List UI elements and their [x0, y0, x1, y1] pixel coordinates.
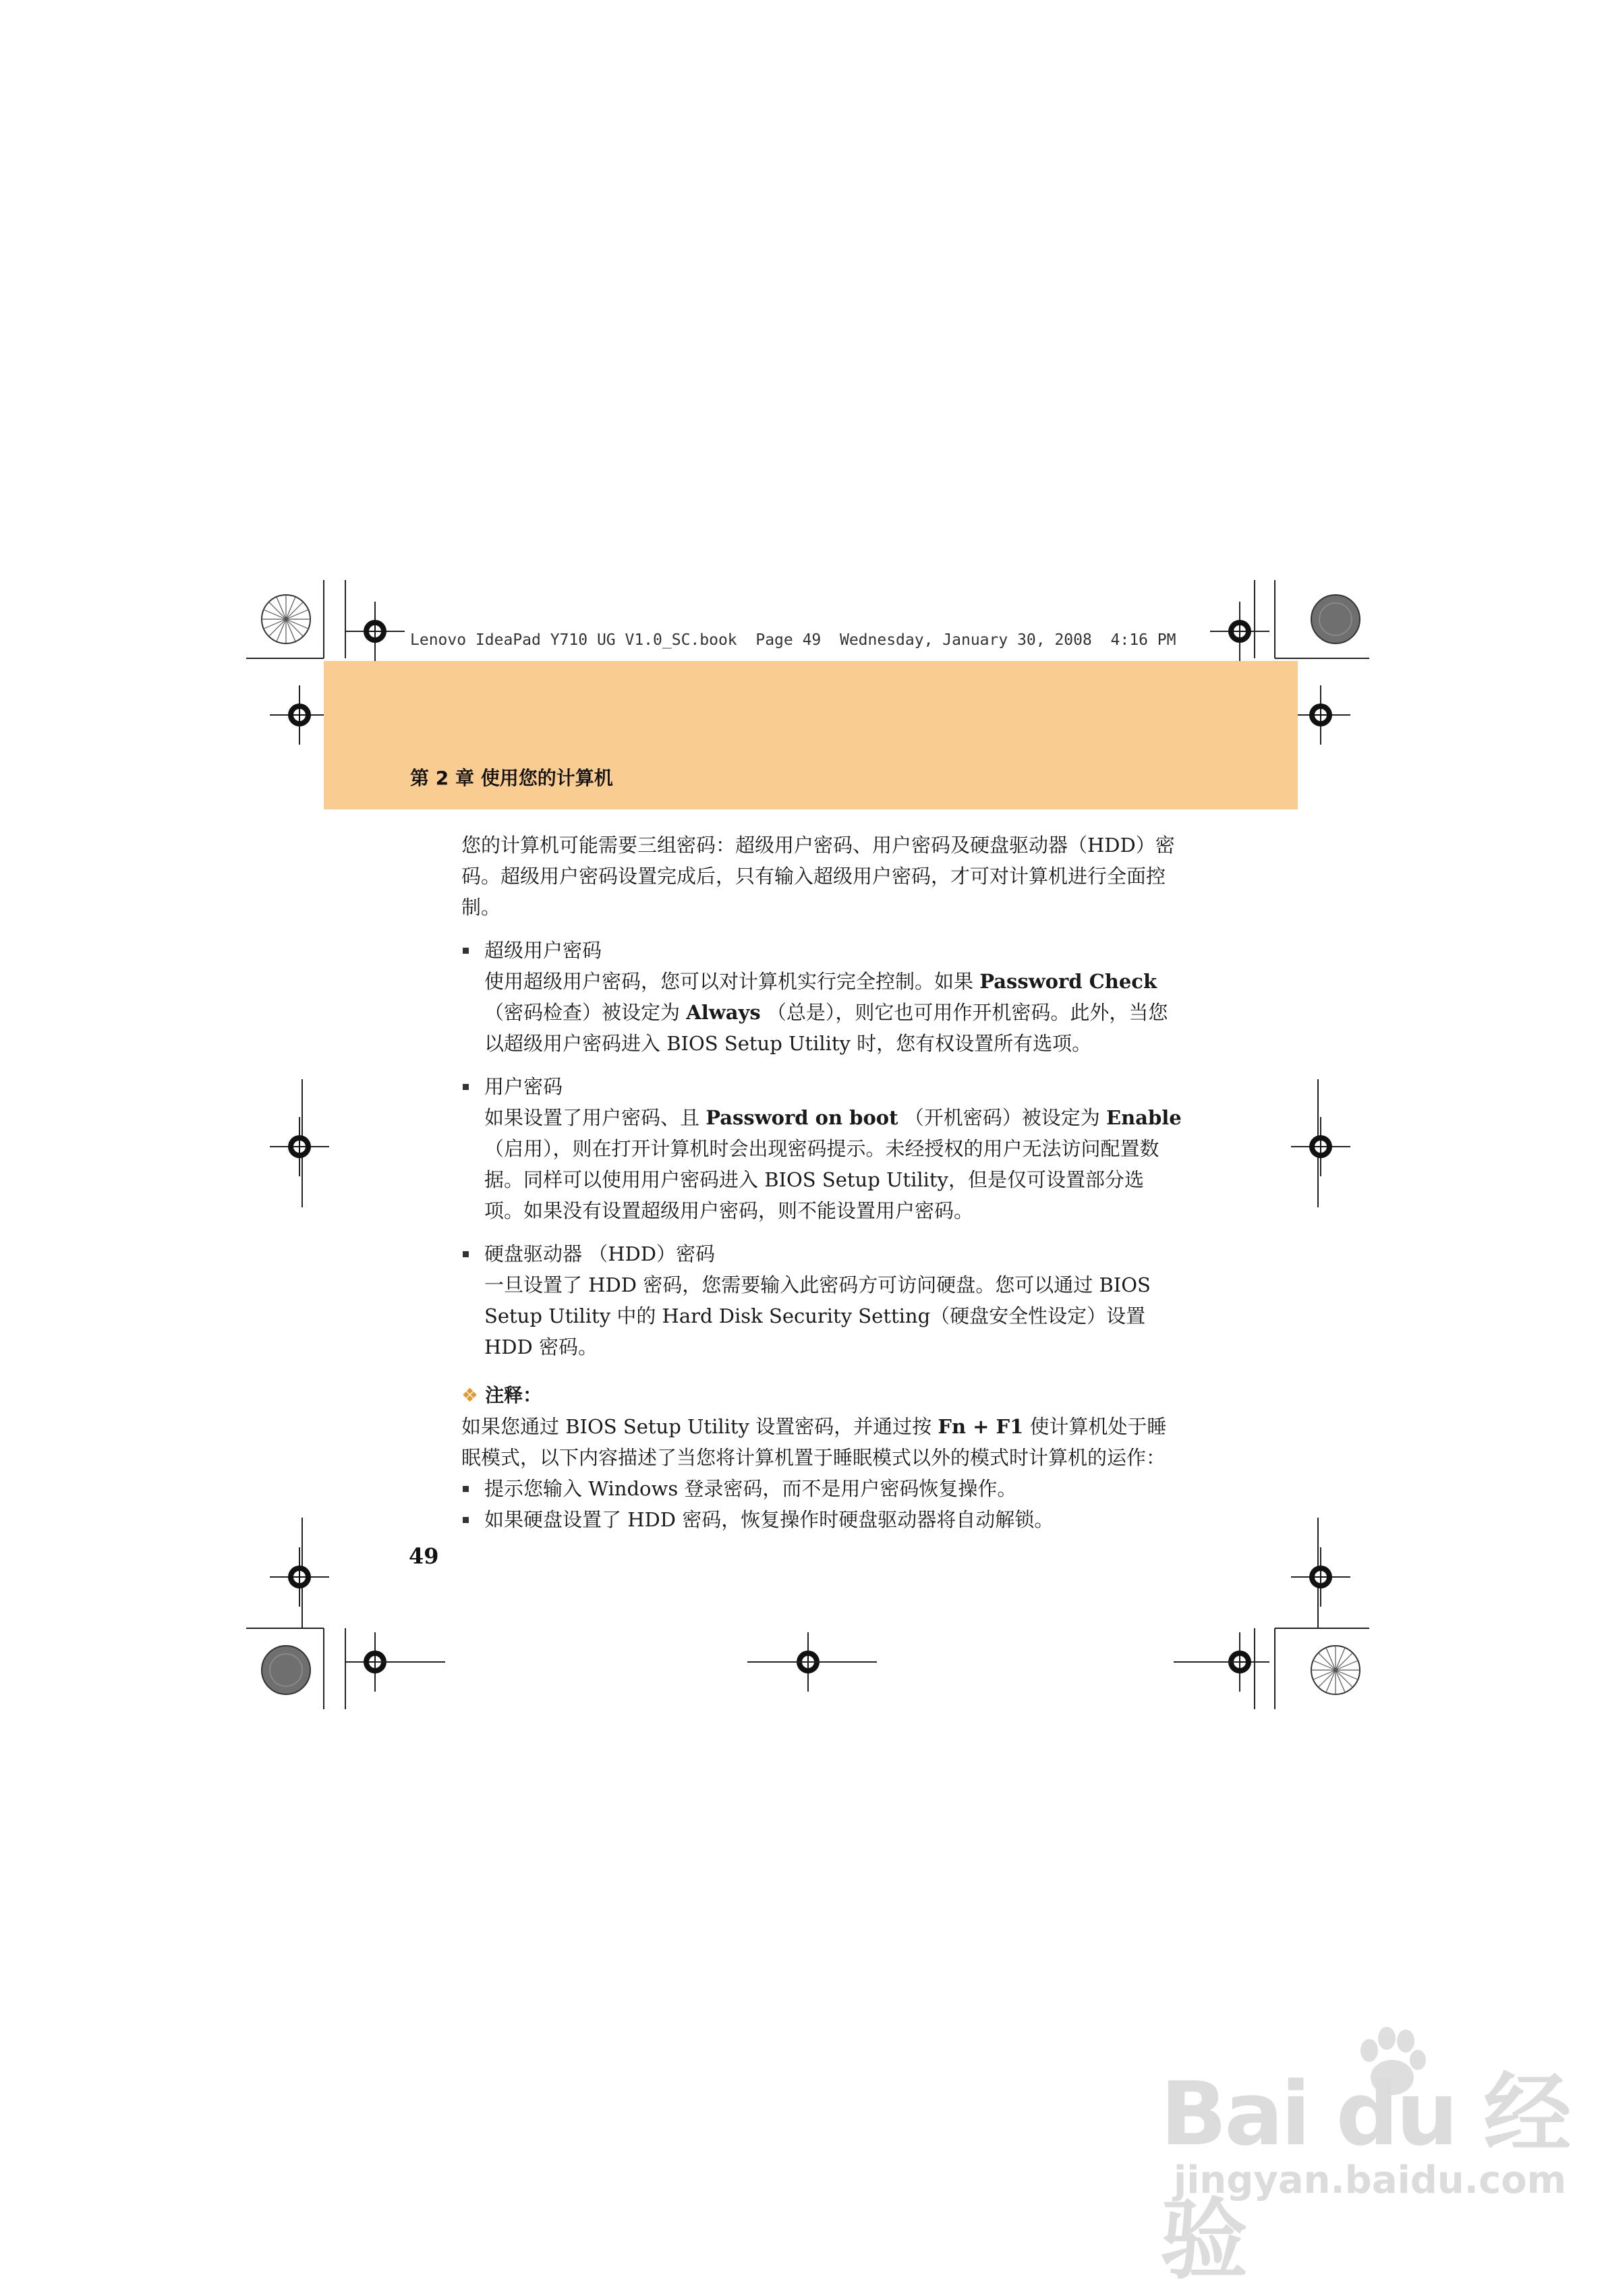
- text-run: 使计算机处于睡眠模式，以下内容描述了当您将计算机置于睡眠模式以外的模式时计算机的运作：: [461, 1415, 1167, 1469]
- text-run: 如果设置了用户密码、且: [484, 1106, 706, 1129]
- text-run: Password on boot: [706, 1106, 898, 1129]
- watermark-logo-text: Bai du 经验: [1160, 2063, 1569, 2291]
- page-content: [461, 830, 1182, 1535]
- section-title-supervisor: 超级用户密码: [461, 935, 1182, 966]
- text-run: （开机密码）被设定为: [898, 1106, 1106, 1129]
- text-run: Enable: [1106, 1106, 1182, 1129]
- note-heading-label: 注释：: [485, 1384, 542, 1406]
- page-number: 49: [409, 1543, 439, 1569]
- intro-paragraph: 您的计算机可能需要三组密码：超级用户密码、用户密码及硬盘驱动器（HDD）密码。超级用户密码设置完成后，只有输入超级用户密码，才可对计算机进行全面控制。: [461, 834, 1175, 919]
- text-run: （总是），则它也可用作开机密码。此外，当您以超级用户密码进入 BIOS Setup Utility 时，您有权设置所有选项。: [484, 1001, 1168, 1055]
- watermark-url: jingyan.baidu.com: [1174, 2158, 1567, 2202]
- book-slug-line: Lenovo IdeaPad Y710 UG V1.0_SC.book Page 49 Wednesday, January 30, 2008 4:16 PM: [410, 631, 1176, 649]
- note-item: 提示您输入 Windows 登录密码，而不是用户密码恢复操作。: [461, 1473, 1182, 1504]
- diamond-cluster-icon: ❖: [461, 1384, 479, 1406]
- text-run: Always: [686, 1001, 761, 1024]
- text-run: 一旦设置了 HDD 密码，您需要输入此密码方可访问硬盘。您可以通过 BIOS Setup Utility 中的 Hard Disk Security Setting（硬盘安全性设定）设置 HDD 密码。: [484, 1273, 1151, 1358]
- section-title-hdd: 硬盘驱动器 （HDD）密码: [461, 1238, 1182, 1269]
- text-run: Fn + F1: [938, 1415, 1024, 1438]
- section-body-user: [461, 1102, 1182, 1226]
- baidu-jingyan-watermark: [1147, 2030, 1578, 2291]
- note-body: [461, 1411, 1182, 1473]
- note-heading: [461, 1380, 1182, 1411]
- note-item: 如果硬盘设置了 HDD 密码，恢复操作时硬盘驱动器将自动解锁。: [461, 1504, 1182, 1535]
- section-body-supervisor: [461, 966, 1182, 1059]
- text-run: 如果您通过 BIOS Setup Utility 设置密码，并通过按: [461, 1415, 938, 1438]
- section-body-hdd: [461, 1269, 1182, 1362]
- chapter-title: 第 2 章 使用您的计算机: [410, 767, 613, 789]
- text-run: （启用），则在打开计算机时会出现密码提示。未经授权的用户无法访问配置数据。同样可以使用用户密码进入 BIOS Setup Utility，但是仅可设置部分选项。如果没有设置超级用户密码，则不能设置用户密码。: [484, 1137, 1159, 1222]
- text-run: （密码检查）被设定为: [484, 1001, 687, 1024]
- text-run: Password Check: [979, 970, 1157, 993]
- text-run: 使用超级用户密码，您可以对计算机实行完全控制。如果: [484, 970, 980, 993]
- section-title-user: 用户密码: [461, 1071, 1182, 1102]
